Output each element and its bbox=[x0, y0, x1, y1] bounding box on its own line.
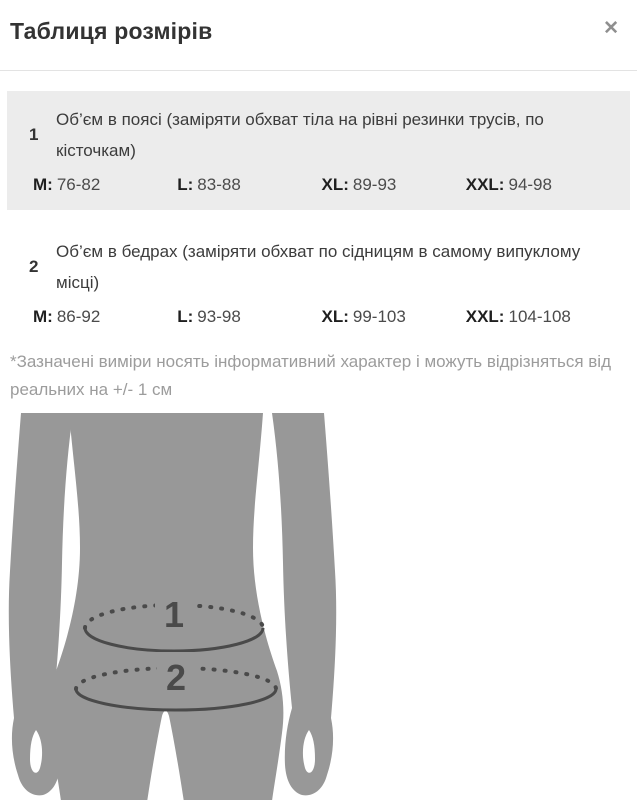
right-arm-shape bbox=[272, 413, 336, 795]
size-cell bbox=[33, 174, 177, 196]
size-value: 94-98 bbox=[508, 175, 552, 194]
size-section-waist bbox=[7, 91, 630, 210]
size-value: 86-92 bbox=[56, 307, 101, 326]
body-figure bbox=[5, 413, 637, 800]
size-label: XL: bbox=[321, 175, 349, 194]
size-value: 89-93 bbox=[352, 175, 397, 194]
size-cell bbox=[33, 306, 177, 328]
modal-title: Таблиця розмірів bbox=[10, 18, 213, 44]
size-label: M: bbox=[33, 175, 53, 194]
hip-measure-label: 2 bbox=[165, 657, 187, 698]
size-value: 83-88 bbox=[197, 175, 241, 194]
size-label: L: bbox=[177, 175, 194, 194]
modal-header bbox=[0, 0, 637, 71]
section-main bbox=[29, 104, 616, 166]
size-cell bbox=[322, 306, 466, 328]
size-value: 104-108 bbox=[508, 307, 571, 326]
size-label: L: bbox=[177, 307, 194, 326]
measure-description-waist: Об’єм в поясі (заміряти обхват тіла на рівні резинки трусів, по кісточкам) bbox=[56, 110, 544, 160]
size-cell bbox=[177, 174, 321, 196]
size-cell bbox=[466, 174, 610, 196]
size-label: M: bbox=[33, 307, 53, 326]
measure-number-1: 1 bbox=[29, 125, 39, 144]
close-icon: ✕ bbox=[603, 18, 619, 39]
size-cell bbox=[322, 174, 466, 196]
waist-measure-label: 1 bbox=[163, 594, 185, 635]
size-value: 76-82 bbox=[56, 175, 101, 194]
disclaimer-note: *Зазначені виміри носять інформативний характер і можуть відрізняться від реальних на +/- 1 см bbox=[10, 352, 611, 399]
size-section-hips bbox=[7, 223, 630, 342]
size-label: XXL: bbox=[465, 307, 505, 326]
body-silhouette-illustration bbox=[5, 413, 340, 800]
size-value: 93-98 bbox=[197, 307, 241, 326]
section-main bbox=[29, 236, 616, 298]
size-value: 99-103 bbox=[352, 307, 406, 326]
size-cell bbox=[466, 306, 610, 328]
size-label: XL: bbox=[321, 307, 349, 326]
size-label: XXL: bbox=[465, 175, 505, 194]
size-cell bbox=[177, 306, 321, 328]
measure-number-2: 2 bbox=[29, 257, 39, 276]
measure-description-hips: Об’єм в бедрах (заміряти обхват по сідницям в самому випуклому місці) bbox=[56, 242, 581, 292]
size-row-waist bbox=[33, 174, 610, 196]
close-button[interactable] bbox=[597, 17, 625, 41]
size-row-hips bbox=[33, 306, 610, 328]
